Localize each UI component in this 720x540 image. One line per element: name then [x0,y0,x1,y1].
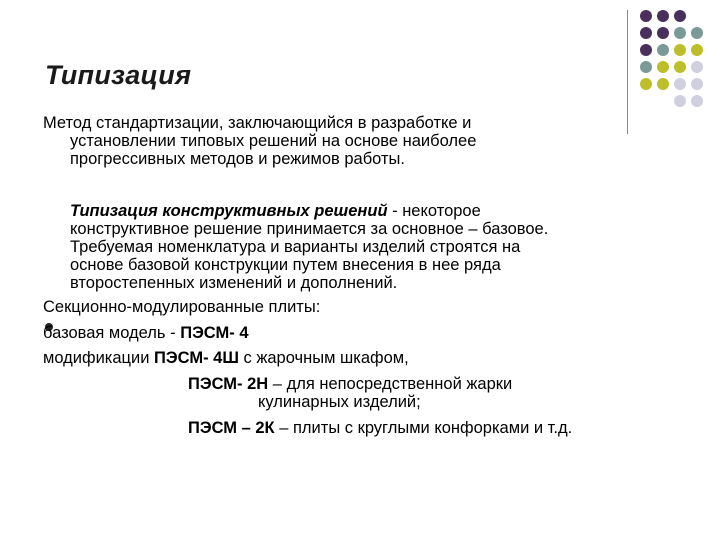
modifications-line-2 [188,375,512,393]
bullet-line-3: Требуемая номенклатура и варианты изделий строятся на [70,238,521,256]
definition-line-2: установлении типовых решений на основе наиболее [70,132,477,150]
bullet-emphasis: Типизация конструктивных решений [70,202,388,220]
dot-yellow [691,44,703,56]
modifications-label: модификации [43,349,155,367]
dot-light [674,95,686,107]
bullet-line-2: конструктивное решение принимается за основное – базовое. [70,220,549,238]
base-model-name: ПЭСМ- 4 [180,324,249,342]
dot-purple [640,27,652,39]
base-model-label: базовая модель - [43,324,181,342]
mod-1-model: ПЭСМ- 4Ш [154,349,239,367]
dot-purple [640,10,652,22]
dot-yellow [674,61,686,73]
dot-light [691,61,703,73]
dot-gray [674,27,686,39]
modifications-line-3: кулинарных изделий; [258,393,421,411]
definition-line-1: Метод стандартизации, заключающийся в разработке и [43,114,472,132]
dot-purple [657,10,669,22]
mod-3-desc: – плиты с круглыми конфорками и т.д. [274,419,573,437]
mod-1-desc: с жарочным шкафом, [238,349,409,367]
dot-light [691,95,703,107]
dot-yellow [657,78,669,90]
decorative-dot-grid [640,10,704,120]
bullet-line-4: основе базовой конструкции путем внесения в нее ряда [70,256,501,274]
dot-gray [691,27,703,39]
dot-yellow [640,78,652,90]
dot-purple [640,44,652,56]
bullet-line-1 [70,202,481,220]
definition-line-3: прогрессивных методов и режимов работы. [70,150,405,168]
dot-yellow [674,44,686,56]
dot-purple [674,10,686,22]
mod-2-desc: – для непосредственной жарки [268,375,513,393]
mod-3-model: ПЭСМ – 2К [188,419,275,437]
dot-purple [657,27,669,39]
dot-gray [657,44,669,56]
dot-yellow [657,61,669,73]
bullet-line-5: второстепенных изменений и дополнений. [70,274,398,292]
mod-2-model: ПЭСМ- 2Н [188,375,269,393]
bullet-line-1-rest: - некоторое [387,202,481,220]
dot-light [691,78,703,90]
slide-title: Типизация [45,60,192,90]
dot-light [674,78,686,90]
modifications-line-4 [188,419,572,437]
sectional-heading: Секционно-модулированные плиты: [43,298,321,316]
decorative-divider [627,10,628,134]
base-model-line [43,324,249,342]
dot-gray [640,61,652,73]
modifications-line-1 [43,349,409,367]
